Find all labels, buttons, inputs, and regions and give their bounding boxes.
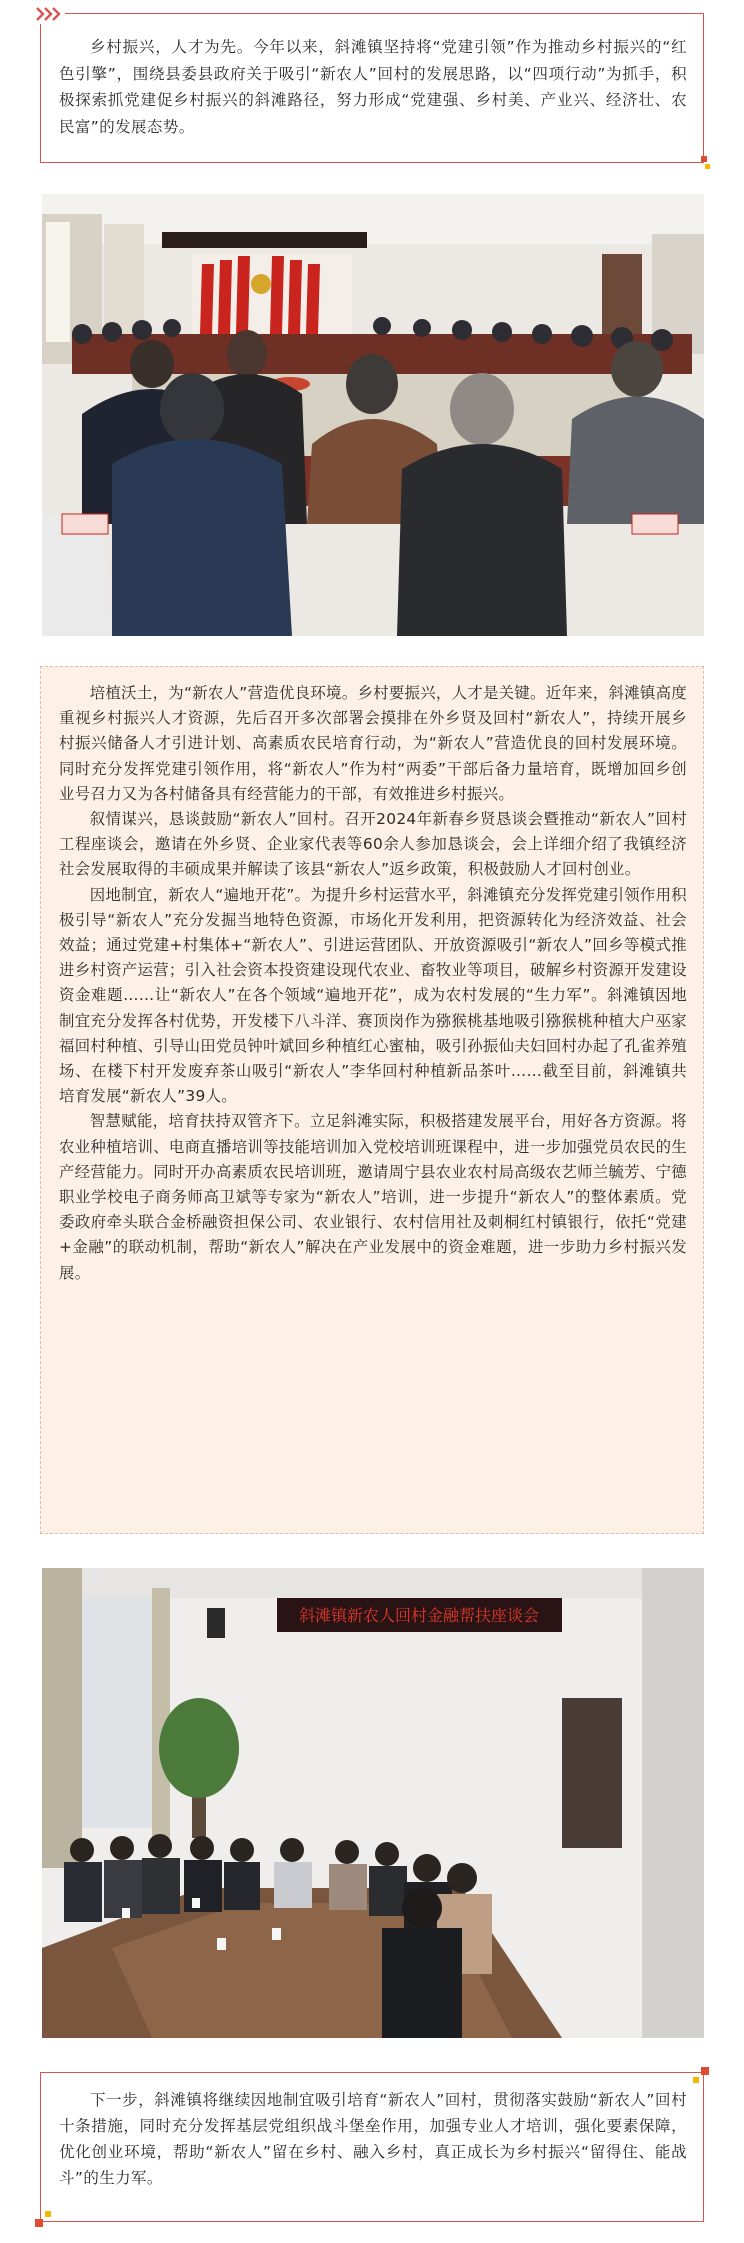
corner-square-icon — [701, 2067, 709, 2075]
outro-card — [40, 2072, 704, 2222]
main-content-panel — [40, 666, 704, 1534]
paragraph-environment: 培植沃土，为“新农人”营造优良环境。乡村要振兴，人才是关键。近年来，斜滩镇高度重视乡村振兴人才资源，先后召开多次部署会摸排在外乡贤及回村“新农人”，持续开展乡村振兴储备人才引进计划、高素质农民培育行动，为“新农人”营造优良的回村发展环境。同时充分发挥党建引领作用，将“新农人”作为村“两委”干部后备力量培育，既增加回乡创业号召力又为各村储备具有经营能力的干部，有效推进乡村振兴。 — [59, 684, 687, 803]
corner-square-small-icon — [693, 2077, 699, 2083]
finance-forum-photo — [42, 1568, 704, 2038]
paragraph-symposium: 叙情谋兴，恳谈鼓励“新农人”回村。召开2024年新春乡贤恳谈会暨推动“新农人”回村工程座谈会，邀请在外乡贤、企业家代表等60余人参加恳谈会，会上详细介绍了我镇经济社会发展取得的丰硕成果并解读了该县“新农人”返乡政策，积极鼓励人才回村创业。 — [59, 810, 687, 879]
corner-square-icon — [35, 2219, 43, 2227]
intro-paragraph: 乡村振兴，人才为先。今年以来，斜滩镇坚持将“党建引领”作为推动乡村振兴的“红色引擎”，围绕县委县政府关于吸引“新农人”回村的发展思路，以“四项行动”为抓手，积极探索抓党建促乡村振兴的斜滩路径，努力形成“党建强、乡村美、产业兴、经济壮、农民富”的发展态势。 — [59, 38, 687, 136]
paragraph-local-conditions: 因地制宜，新农人“遍地开花”。为提升乡村运营水平，斜滩镇充分发挥党建引领作用积极引导“新农人”充分发掘当地特色资源，市场化开发利用，把资源转化为经济效益、社会效益；通过党建+村集体+“新农人”、引进运营团队、开放资源吸引“新农人”回乡等模式推进乡村资产运营；引入社会资本投资建设现代农业、畜牧业等项目，破解乡村资源开发建设资金难题……让“新农人”在各个领域“遍地开花”，成为农村发展的“生力军”。斜滩镇因地制宜充分发挥各村优势，开发楼下八斗洋、赛顶岗作为猕猴桃基地吸引猕猴桃种植大户巫家福回村种植、引导山田党员钟叶斌回乡种植红心蜜柚，吸引孙振仙夫妇回村办起了孔雀养殖场、在楼下村开发废弃茶山吸引“新农人”李华回村种植新品茶叶……截至目前，斜滩镇共培育发展“新农人”39人。 — [59, 885, 687, 1106]
double-chevron-icon — [31, 4, 65, 24]
led-banner-text: 斜滩镇新农人回村金融帮扶座谈会 — [298, 1606, 540, 1625]
meeting-hall-photo — [42, 194, 704, 636]
corner-dots-icon — [697, 156, 711, 170]
outro-paragraph: 下一步，斜滩镇将继续因地制宜吸引培育“新农人”回村，贯彻落实鼓励“新农人”回村十条措施，同时充分发挥基层党组织战斗堡垒作用，加强专业人才培训，强化要素保障，优化创业环境，帮助“新农人”留在乡村、融入乡村，真正成长为乡村振兴“留得住、能战斗”的生力军。 — [59, 2091, 687, 2187]
intro-card — [40, 13, 704, 163]
corner-square-small-icon — [45, 2211, 51, 2217]
paragraph-smart-empowerment: 智慧赋能，培育扶持双管齐下。立足斜滩实际，积极搭建发展平台，用好各方资源。将农业种植培训、电商直播培训等技能培训加入党校培训班课程中，进一步加强党员农民的生产经营能力。同时开办高素质农民培训班，邀请周宁县农业农村局高级农艺师兰毓芳、宁德职业学校电子商务师高卫斌等专家为“新农人”培训，进一步提升“新农人”的整体素质。党委政府牵头联合金桥融资担保公司、农业银行、农村信用社及刺桐红村镇银行，依托“党建+金融”的联动机制，帮助“新农人”解决在产业发展中的资金难题，进一步助力乡村振兴发展。 — [59, 1112, 687, 1282]
